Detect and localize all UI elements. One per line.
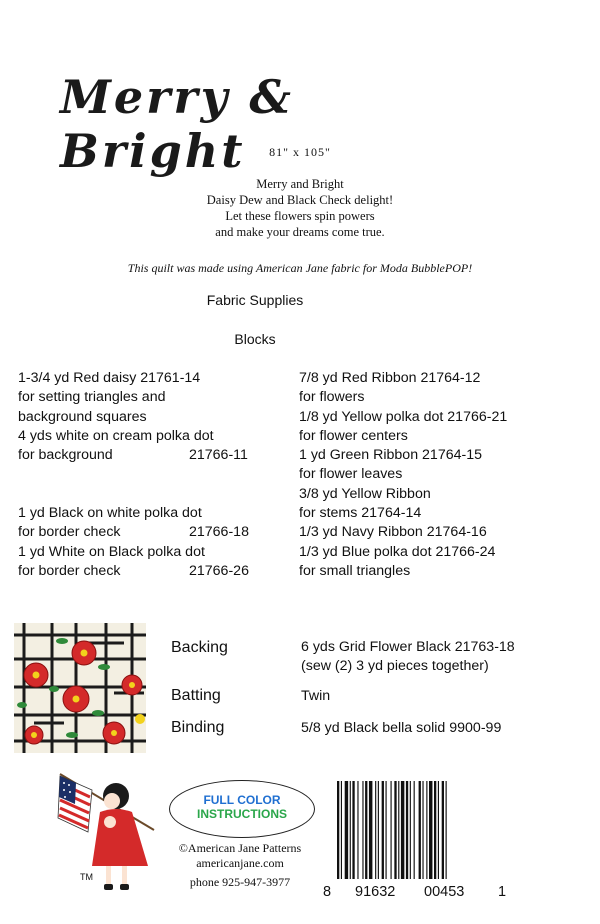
barcode-bar bbox=[419, 781, 421, 879]
supply-line: for flowers bbox=[299, 389, 365, 406]
barcode-bar bbox=[429, 781, 432, 879]
supplies-right-column bbox=[299, 369, 579, 581]
barcode-bar bbox=[401, 781, 404, 879]
poem-line: Merry and Bright bbox=[256, 177, 344, 191]
poem-line: and make your dreams come true. bbox=[215, 225, 385, 239]
barcode-image bbox=[335, 781, 495, 879]
supply-line: for stems 21764-14 bbox=[299, 505, 422, 522]
barcode-bar bbox=[391, 781, 392, 879]
barcode-bar bbox=[357, 781, 358, 879]
poem-line: Let these flowers spin powers bbox=[225, 209, 375, 223]
supply-line: 1 yd Green Ribbon 21764-15 bbox=[299, 447, 482, 464]
barcode-bar bbox=[369, 781, 372, 879]
supply-line: 1/8 yd Yellow polka dot 21766-21 bbox=[299, 408, 508, 425]
barcode-digit: 91632 bbox=[355, 884, 396, 900]
barcode-bar bbox=[414, 781, 415, 879]
pattern-title: Merry & Bright bbox=[60, 70, 294, 178]
supply-line: 4 yds white on cream polka dot bbox=[18, 427, 214, 444]
supply-line: for small triangles bbox=[299, 562, 411, 579]
blocks-heading: Blocks bbox=[234, 331, 276, 347]
supply-line: background squares bbox=[18, 408, 147, 425]
barcode-bar bbox=[341, 781, 342, 879]
poem-line: Daisy Dew and Black Check delight! bbox=[206, 193, 394, 207]
barcode-bar bbox=[362, 781, 363, 879]
supply-line: for border check 21766-18 bbox=[18, 523, 278, 542]
supplies-left-column bbox=[18, 369, 278, 581]
barcode-bar bbox=[426, 781, 427, 879]
badge-line: INSTRUCTIONS bbox=[197, 807, 287, 821]
binding-value: 5/8 yd Black bella solid 9900-99 bbox=[301, 720, 502, 736]
fabric-code: 21766-18 bbox=[189, 524, 249, 541]
barcode-bar bbox=[375, 781, 376, 879]
barcode-bar bbox=[406, 781, 408, 879]
barcode-bar bbox=[365, 781, 367, 879]
fabric-code: 21766-26 bbox=[189, 562, 249, 579]
barcode-bar bbox=[337, 781, 339, 879]
barcode-bar bbox=[398, 781, 399, 879]
fabric-swatch-image bbox=[14, 623, 146, 753]
batting-value: Twin bbox=[301, 688, 331, 704]
barcode-bar bbox=[438, 781, 439, 879]
barcode-bar bbox=[350, 781, 351, 879]
batting-label: Batting bbox=[171, 687, 221, 704]
supply-line: 1-3/4 yd Red daisy 21761-14 bbox=[18, 370, 201, 386]
supply-line: 1 yd Black on white polka dot bbox=[18, 505, 202, 522]
supply-line: 3/8 yd Yellow Ribbon bbox=[299, 485, 431, 502]
supply-line: 1/3 yd Navy Ribbon 21764-16 bbox=[299, 524, 487, 541]
quilt-size: 81" x 105" bbox=[269, 145, 331, 159]
barcode-bar bbox=[442, 781, 444, 879]
barcode-bar bbox=[345, 781, 348, 879]
barcode-bar bbox=[394, 781, 396, 879]
supplies-heading: Fabric Supplies bbox=[206, 292, 304, 308]
backing-note: (sew (2) 3 yd pieces together) bbox=[301, 658, 489, 674]
fabric-credit: This quilt was made using American Jane fabric for Moda BubblePOP! bbox=[127, 261, 473, 275]
supply-line: 1/3 yd Blue polka dot 21766-24 bbox=[299, 543, 496, 560]
supply-line: 1 yd White on Black polka dot bbox=[18, 543, 205, 560]
barcode-bar bbox=[352, 781, 354, 879]
company-phone: phone 925-947-3977 bbox=[189, 875, 291, 889]
binding-label: Binding bbox=[171, 719, 225, 736]
company-website: americanjane.com bbox=[196, 856, 284, 870]
supply-spacer bbox=[18, 465, 278, 484]
backing-label: Backing bbox=[171, 639, 228, 656]
supply-line: for border check 21766-26 bbox=[18, 562, 278, 581]
supply-spacer bbox=[18, 485, 278, 504]
supply-line: for flower centers bbox=[299, 427, 408, 444]
barcode-bar bbox=[382, 781, 384, 879]
backing-value: 6 yds Grid Flower Black 21763-18 bbox=[301, 639, 515, 655]
girl-with-flag-illustration bbox=[52, 770, 160, 898]
barcode-digit: 00453 bbox=[424, 884, 465, 900]
supply-line: for background 21766-11 bbox=[18, 446, 278, 465]
company-name: ©American Jane Patterns bbox=[178, 841, 302, 855]
barcode-digit: 1 bbox=[498, 884, 507, 900]
barcode-bar bbox=[434, 781, 436, 879]
supply-line: for setting triangles and bbox=[18, 389, 166, 406]
fabric-code: 21766-11 bbox=[189, 447, 248, 464]
barcode-bar bbox=[386, 781, 387, 879]
barcode-bar bbox=[410, 781, 411, 879]
trademark-mark: TM bbox=[80, 872, 93, 882]
barcode-bar bbox=[446, 781, 447, 879]
barcode-bar bbox=[422, 781, 423, 879]
badge-line: FULL COLOR bbox=[203, 793, 281, 807]
full-color-instructions-badge bbox=[169, 780, 315, 838]
supply-line: for flower leaves bbox=[299, 466, 403, 483]
barcode-bar bbox=[378, 781, 379, 879]
barcode-digit: 8 bbox=[323, 884, 332, 900]
supply-line: 7/8 yd Red Ribbon 21764-12 bbox=[299, 370, 481, 386]
